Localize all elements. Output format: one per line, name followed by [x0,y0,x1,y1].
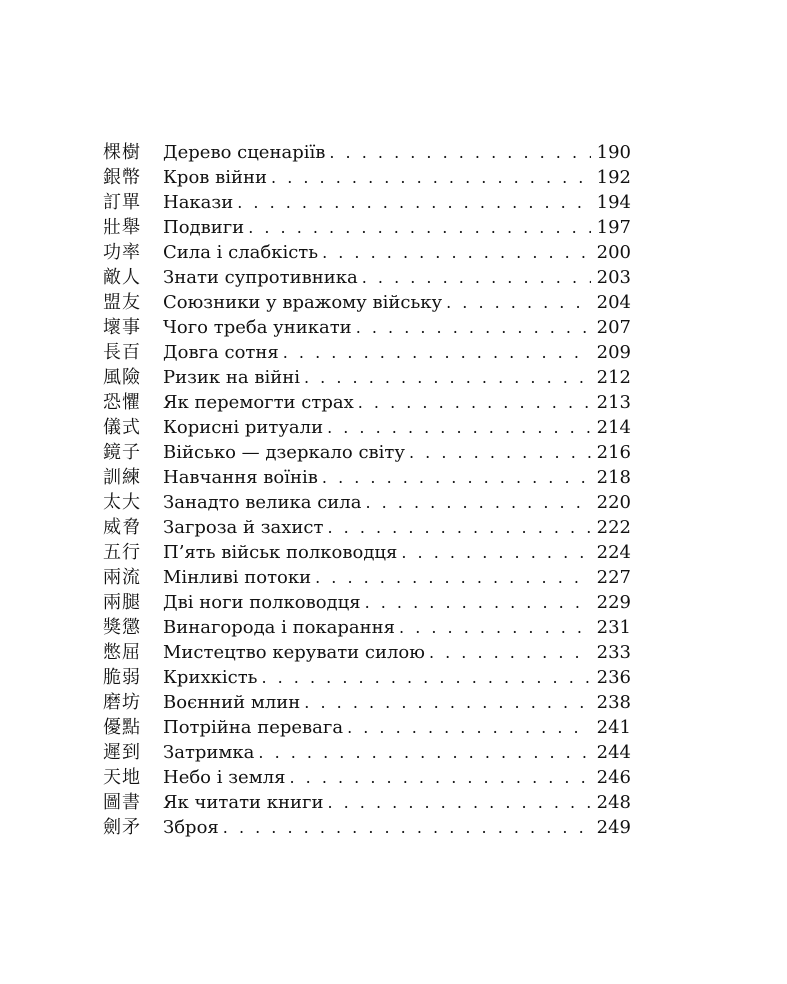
toc-entry-chinese-label: 訓練 [103,467,141,488]
toc-entry [103,790,631,815]
toc-entry-chinese-label: 兩腿 [103,592,141,613]
toc-dot-leader [315,565,591,590]
toc-entry [103,440,631,465]
toc-dot-leader [347,715,591,740]
toc-entry-page-number: 229 [596,592,631,613]
toc-entry-title: Чого треба уникати [163,317,352,338]
toc-entry-chinese-label: 功率 [103,242,141,263]
toc-dot-leader [258,740,590,765]
toc-entry [103,340,631,365]
toc-entry [103,265,631,290]
toc-entry [103,815,631,840]
toc-entry [103,740,631,765]
toc-entry-page-number: 238 [596,692,631,713]
toc-entry [103,715,631,740]
toc-entry-title: Воєнний млин [163,692,301,713]
toc-entry-chinese-label: 棵樹 [103,142,141,163]
toc-dot-leader [327,515,590,540]
toc-entry-chinese-label: 鏡子 [103,442,141,463]
toc-entry-title: Дві ноги полководця [163,592,361,613]
toc-entry-chinese-label: 兩流 [103,567,141,588]
toc-entry [103,765,631,790]
toc-dot-leader [446,290,591,315]
toc-entry-page-number: 218 [596,467,631,488]
toc-entry-page-number: 249 [596,817,631,838]
toc-entry [103,290,631,315]
toc-entry-chinese-label: 長百 [103,342,141,363]
toc-entry-title: Військо — дзеркало світу [163,442,405,463]
toc-entry-page-number: 241 [596,717,631,738]
toc-entry-chinese-label: 劍矛 [103,817,141,838]
toc-entry [103,665,631,690]
toc-dot-leader [289,765,590,790]
toc-entry-page-number: 194 [596,192,631,213]
toc-entry [103,690,631,715]
toc-entry-page-number: 246 [596,767,631,788]
toc-entry-page-number: 236 [596,667,631,688]
toc-entry [103,190,631,215]
toc-entry-page-number: 192 [596,167,631,188]
toc-entry-page-number: 214 [596,417,631,438]
toc-entry [103,240,631,265]
toc-entry-chinese-label: 儀式 [103,417,141,438]
toc-entry-title: Крихкість [163,667,258,688]
table-of-contents [103,140,631,840]
toc-entry-chinese-label: 遲到 [103,742,141,763]
toc-entry-chinese-label: 獎懲 [103,617,141,638]
toc-entry-chinese-label: 憋屈 [103,642,141,663]
toc-entry-page-number: 213 [596,392,631,413]
toc-dot-leader [261,665,590,690]
toc-entry-title: Накази [163,192,234,213]
toc-entry-chinese-label: 磨坊 [103,692,141,713]
toc-entry [103,140,631,165]
toc-entry-title: Загроза й захист [163,517,324,538]
toc-dot-leader [327,415,591,440]
toc-entry-chinese-label: 敵人 [103,267,141,288]
toc-entry-title: Мистецтво керувати силою [163,642,425,663]
toc-entry [103,390,631,415]
toc-entry-chinese-label: 風險 [103,367,141,388]
toc-entry-page-number: 212 [596,367,631,388]
toc-entry-page-number: 209 [596,342,631,363]
toc-entry-title: Ризик на війні [163,367,300,388]
toc-entry-chinese-label: 銀幣 [103,167,141,188]
toc-entry-page-number: 190 [596,142,631,163]
toc-entry-title: Потрійна перевага [163,717,344,738]
toc-dot-leader [237,190,590,215]
toc-entry-title: Довга сотня [163,342,279,363]
toc-entry-title: Занадто велика сила [163,492,362,513]
toc-dot-leader [365,590,591,615]
toc-entry-page-number: 216 [596,442,631,463]
toc-entry-page-number: 224 [596,542,631,563]
toc-dot-leader [327,790,590,815]
toc-dot-leader [358,390,591,415]
toc-entry-chinese-label: 恐懼 [103,392,141,413]
toc-entry-page-number: 200 [596,242,631,263]
toc-dot-leader [329,140,590,165]
toc-dot-leader [304,690,590,715]
toc-entry-chinese-label: 壞事 [103,317,141,338]
toc-entry-chinese-label: 威脅 [103,517,141,538]
toc-entry-page-number: 203 [596,267,631,288]
toc-dot-leader [429,640,591,665]
toc-entry-chinese-label: 太大 [103,492,141,513]
toc-entry-title: Дерево сценаріїв [163,142,326,163]
toc-dot-leader [362,265,591,290]
toc-dot-leader [356,315,591,340]
toc-entry [103,540,631,565]
toc-entry-chinese-label: 天地 [103,767,141,788]
toc-entry-title: Союзники у вражому війську [163,292,443,313]
toc-entry-title: Зброя [163,817,219,838]
toc-entry-chinese-label: 五行 [103,542,141,563]
toc-entry [103,590,631,615]
toc-dot-leader [304,365,591,390]
toc-entry-page-number: 248 [596,792,631,813]
toc-entry [103,315,631,340]
toc-dot-leader [365,490,590,515]
toc-entry-title: Небо і земля [163,767,286,788]
toc-entry-title: Знати супротивника [163,267,358,288]
toc-entry-title: Навчання воїнів [163,467,318,488]
toc-entry-title: Сила і слабкість [163,242,319,263]
toc-entry-chinese-label: 壯舉 [103,217,141,238]
toc-entry-title: Винагорода і покарання [163,617,396,638]
toc-entry-title: Мінливі потоки [163,567,312,588]
toc-entry-title: П’ять військ полководця [163,542,398,563]
toc-entry [103,515,631,540]
toc-entry-page-number: 231 [596,617,631,638]
toc-entry [103,490,631,515]
toc-entry-chinese-label: 脆弱 [103,667,141,688]
toc-entry [103,165,631,190]
toc-entry-page-number: 222 [596,517,631,538]
toc-entry-title: Корисні ритуали [163,417,324,438]
toc-dot-leader [223,815,591,840]
toc-entry-page-number: 220 [596,492,631,513]
toc-entry-chinese-label: 訂單 [103,192,141,213]
toc-entry [103,415,631,440]
toc-entry-chinese-label: 圖書 [103,792,141,813]
toc-entry-chinese-label: 優點 [103,717,141,738]
toc-entry [103,365,631,390]
toc-dot-leader [401,540,590,565]
toc-entry-chinese-label: 盟友 [103,292,141,313]
toc-entry [103,615,631,640]
toc-entry [103,215,631,240]
toc-entry-title: Подвиги [163,217,245,238]
toc-entry-title: Затримка [163,742,255,763]
toc-entry [103,465,631,490]
toc-dot-leader [248,215,590,240]
toc-dot-leader [399,615,591,640]
toc-entry-page-number: 227 [596,567,631,588]
toc-dot-leader [409,440,591,465]
toc-entry-title: Як перемогти страх [163,392,354,413]
toc-dot-leader [271,165,591,190]
toc-entry-title: Як читати книги [163,792,324,813]
toc-entry-page-number: 204 [596,292,631,313]
toc-dot-leader [322,465,591,490]
toc-entry-page-number: 207 [596,317,631,338]
toc-entry-page-number: 233 [596,642,631,663]
toc-entry-title: Кров війни [163,167,268,188]
toc-dot-leader [322,240,591,265]
toc-dot-leader [283,340,591,365]
toc-entry [103,565,631,590]
toc-entry [103,640,631,665]
toc-entry-page-number: 244 [596,742,631,763]
toc-entry-page-number: 197 [596,217,631,238]
